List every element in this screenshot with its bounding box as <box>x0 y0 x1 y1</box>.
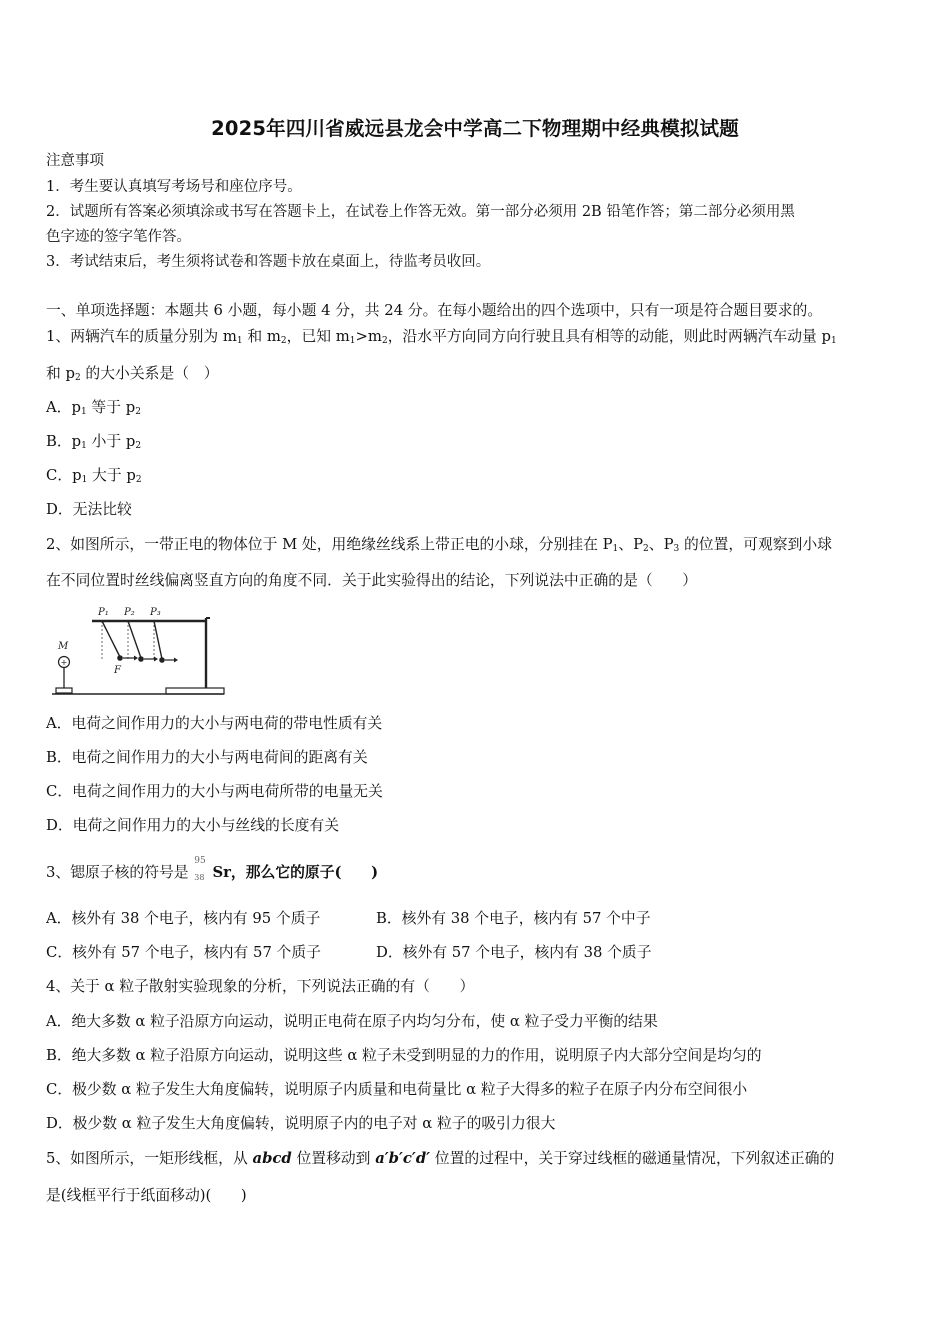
pendulum-figure <box>46 600 228 698</box>
label-m: M <box>58 641 69 652</box>
notice-item-1: 1．考生要认真填写考场号和座位序号。 <box>46 179 302 195</box>
question-1-option-b[interactable]: B．$p_1$ 小于 $p_2$ <box>46 433 142 451</box>
question-4-option-c[interactable]: C．极少数 α 粒子发生大角度偏转，说明原子内质量和电荷量比 α 粒子大得多的粒子在原子内分布空间很小 <box>46 1081 748 1098</box>
question-4-option-d[interactable]: D．极少数 α 粒子发生大角度偏转，说明原子内的电子对 α 粒子的吸引力很大 <box>46 1115 556 1132</box>
question-3-option-d[interactable]: D．核外有 57 个电子，核内有 38 个质子 <box>376 944 652 961</box>
question-1-stem-cont: 和 $p_2$ 的大小关系是（ ） <box>46 365 219 383</box>
question-3-option-c[interactable]: C．核外有 57 个电子，核内有 57 个质子 <box>46 944 321 961</box>
section-heading: 一、单项选择题：本题共 6 小题，每小题 4 分，共 24 分。在每小题给出的四个选项中，只有一项是符合题目要求的。 <box>46 302 823 319</box>
exam-title: 2025年四川省威远县龙会中学高二下物理期中经典模拟试题 <box>211 117 739 140</box>
question-4-option-a[interactable]: A．绝大多数 α 粒子沿原方向运动，说明正电荷在原子内均匀分布，使 α 粒子受力平衡的结果 <box>46 1013 658 1030</box>
question-2-option-c[interactable]: C．电荷之间作用力的大小与两电荷所带的电量无关 <box>46 783 383 800</box>
notice-item-2: 2．试题所有答案必须填涂或书写在答题卡上，在试卷上作答无效。第一部分必须用 2B 铅笔作答；第二部分必须用黑 <box>46 204 795 220</box>
question-1-stem: 1、两辆汽车的质量分别为 $m_1$ 和 $m_2$，已知 $m_1>m_2$，沿水平方向同方向行驶且具有相等的动能，则此时两辆汽车动量 $p_1$ <box>46 328 837 346</box>
question-1-option-d[interactable]: D．无法比较 <box>46 501 132 518</box>
question-2-stem-cont: 在不同位置时丝线偏离竖直方向的角度不同．关于此实验得出的结论，下列说法中正确的是（ ） <box>46 572 698 589</box>
question-4-option-b[interactable]: B．绝大多数 α 粒子沿原方向运动，说明这些 α 粒子未受到明显的力的作用，说明原子内大部分空间是均匀的 <box>46 1047 762 1064</box>
question-4-stem: 4、关于 α 粒子散射实验现象的分析，下列说法正确的有（ ） <box>46 978 475 995</box>
question-2-stem: 2、如图所示，一带正电的物体位于 M 处，用绝缘丝线系上带正电的小球，分别挂在 $P_1$、$P_2$、$P_3$ 的位置，可观察到小球 <box>46 536 832 554</box>
question-3-option-a[interactable]: A．核外有 38 个电子，核内有 95 个质子 <box>46 910 321 927</box>
notice-item-2-cont: 色字迹的签字笔作答。 <box>46 229 191 245</box>
question-5-stem-cont: 是(线框平行于纸面移动)( ) <box>46 1187 247 1204</box>
question-1-option-c[interactable]: C．$p_1$ 大于 $p_2$ <box>46 467 142 485</box>
question-1-option-a[interactable]: A．$p_1$ 等于 $p_2$ <box>46 399 141 417</box>
notice-item-3: 3．考试结束后，考生须将试卷和答题卡放在桌面上，待监考员收回。 <box>46 254 491 270</box>
notice-heading: 注意事项 <box>46 153 104 169</box>
question-2-option-b[interactable]: B．电荷之间作用力的大小与两电荷间的距离有关 <box>46 749 368 766</box>
svg-text:+: + <box>60 658 68 667</box>
question-2-option-d[interactable]: D．电荷之间作用力的大小与丝线的长度有关 <box>46 817 340 834</box>
label-p2: P₂ <box>124 607 135 618</box>
question-3-option-b[interactable]: B．核外有 38 个电子，核内有 57 个中子 <box>376 910 651 927</box>
label-f: F <box>114 665 121 676</box>
nuclide-notation: 95 38 <box>194 856 206 882</box>
question-2-option-a[interactable]: A．电荷之间作用力的大小与两电荷的带电性质有关 <box>46 715 383 732</box>
label-p1: P₁ <box>98 607 109 618</box>
label-p3: P₃ <box>150 607 161 618</box>
question-3-stem: 3、锶原子核的符号是 95 38 Sr，那么它的原子( ) <box>46 856 379 882</box>
question-5-stem: 5、如图所示，一矩形线框，从 abcd 位置移动到 a′b′c′d′ 位置的过程中，关于穿过线框的磁通量情况，下列叙述正确的 <box>46 1150 835 1167</box>
